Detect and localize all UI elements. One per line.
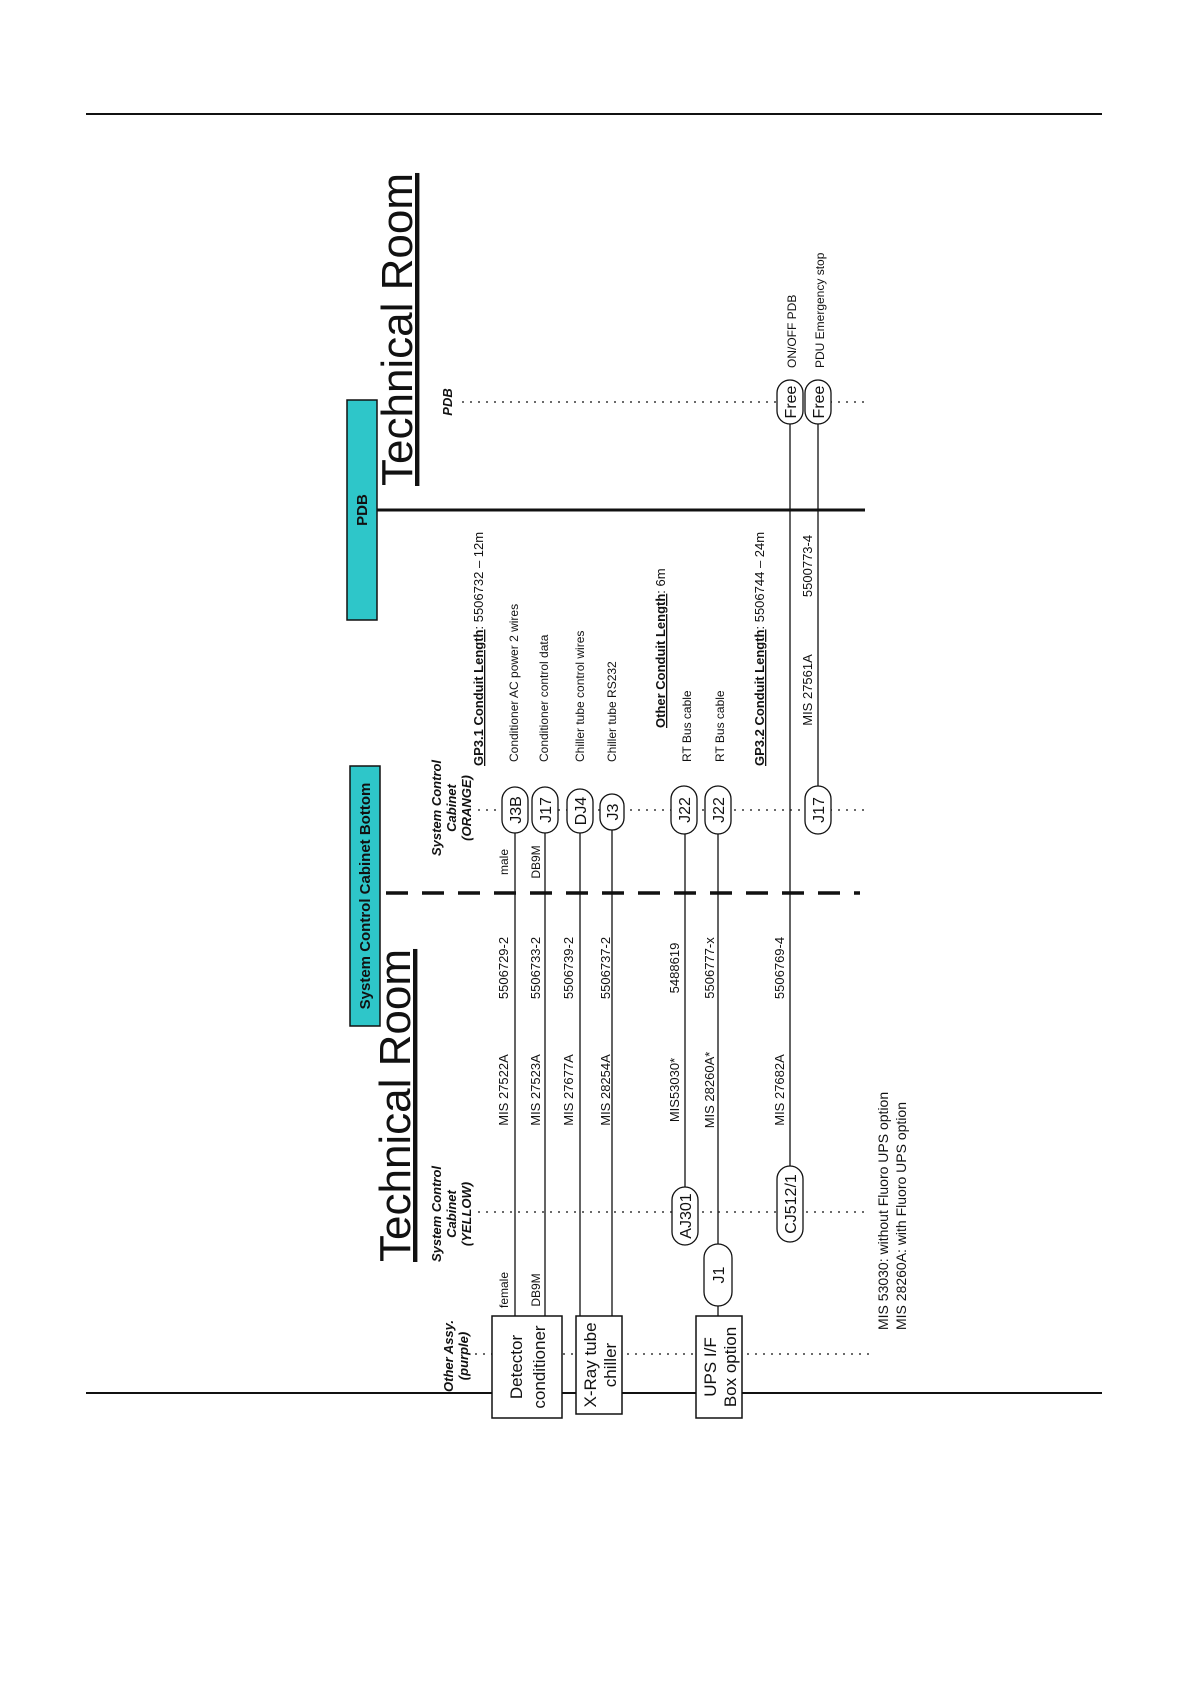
desc-chiller-wires: Chiller tube control wires: [573, 630, 587, 762]
cable-part-4: 5506737-2: [598, 936, 613, 1000]
cable-mis-4: MIS 28254A: [598, 1054, 613, 1126]
conditioner-label: conditioner: [530, 1325, 549, 1409]
other-assy-header: Other Assy.: [441, 1319, 456, 1393]
db9m-right-label: DB9M: [529, 845, 543, 879]
svg-text:AJ301: AJ301: [678, 1193, 695, 1239]
ups-label: UPS I/F: [701, 1337, 720, 1397]
connector-j22-a: [671, 786, 697, 834]
right-room-title: Technical Room: [373, 172, 422, 486]
gp32-conduit-heading: [752, 532, 767, 766]
yellow-header-2: Cabinet: [444, 1190, 459, 1238]
svg-text:J22: J22: [677, 797, 694, 823]
svg-text:J3: J3: [605, 803, 622, 821]
cable-mis-7: MIS 27682A: [772, 1054, 787, 1126]
footnote-with-ups: MIS 28260A: with Fluoro UPS option: [893, 1101, 909, 1330]
svg-text:CJ512/1: CJ512/1: [783, 1174, 800, 1234]
svg-text:DJ4: DJ4: [573, 796, 590, 826]
cable-mis-5: MIS53030*: [667, 1057, 682, 1123]
cable-part-5: 5488619: [667, 942, 682, 994]
svg-text:Other Conduit Length: 6m: Other Conduit Length: 6m: [653, 568, 668, 728]
left-room-title: Technical Room: [371, 948, 420, 1262]
connector-j3: [600, 794, 624, 830]
female-label: female: [497, 1271, 511, 1309]
svg-text:J17: J17: [538, 797, 555, 823]
footnote-without-ups: MIS 53030: without Fluoro UPS option: [875, 1091, 891, 1330]
yellow-header-3: (YELLOW): [459, 1181, 474, 1247]
svg-text:GP3.1 Conduit Length: 5506732: GP3.1 Conduit Length: 5506732 – 12m: [471, 531, 486, 766]
desc-chiller-rs232: Chiller tube RS232: [605, 661, 619, 762]
desc-pdu-estop: PDU Emergency stop: [813, 252, 827, 368]
box-option-label: Box option: [721, 1326, 740, 1408]
detector-label: Detector: [507, 1334, 526, 1400]
other-assy-header-color: (purple): [456, 1331, 471, 1381]
gp31-conduit-heading: [471, 532, 486, 766]
desc-mis-27561a: MIS 27561A: [800, 654, 815, 726]
svg-text:J17: J17: [811, 797, 828, 823]
cable-part-6: 5506777-x: [702, 937, 717, 999]
db9m-left-label: DB9M: [529, 1273, 543, 1307]
pdb-banner-label: PDB: [354, 494, 371, 526]
connector-free-2: [805, 380, 831, 424]
svg-text:Free: Free: [811, 385, 828, 419]
xray-label: X-Ray tube: [581, 1322, 600, 1408]
connector-aj301: [672, 1187, 698, 1245]
desc-rt-bus-2: RT Bus cable: [713, 690, 727, 762]
connector-dj4: [567, 789, 593, 833]
orange-header-1: System Control: [429, 759, 444, 857]
male-label: male: [497, 848, 511, 876]
connector-j17-lower: [805, 786, 831, 834]
cable-part-1: 5506729-2: [496, 936, 511, 1000]
orange-header-3: (ORANGE): [459, 775, 474, 841]
orange-header-2: Cabinet: [444, 784, 459, 832]
svg-text:GP3.2 Conduit Length: 5506744: GP3.2 Conduit Length: 5506744 – 24m: [752, 531, 767, 766]
desc-conditioner-power: Conditioner AC power 2 wires: [507, 603, 521, 762]
detector-conditioner-box: [492, 1316, 562, 1418]
desc-conditioner-data: Conditioner control data: [537, 634, 551, 762]
cable-part-3: 5506739-2: [561, 936, 576, 1000]
connector-free-1: [777, 380, 803, 424]
other-conduit-heading: [653, 568, 668, 728]
svg-text:J3B: J3B: [508, 796, 525, 824]
chiller-label: chiller: [601, 1342, 620, 1388]
cabinet-bottom-banner-label: System Control Cabinet Bottom: [357, 782, 374, 1010]
svg-text:J22: J22: [711, 797, 728, 823]
desc-on-off-pdb: ON/OFF PDB: [785, 294, 799, 368]
connector-j22-b: [705, 786, 731, 834]
cable-part-7: 5506769-4: [772, 936, 787, 1000]
connector-j3b: [502, 787, 528, 833]
connector-j17-upper: [532, 787, 558, 833]
cable-mis-3: MIS 27677A: [561, 1054, 576, 1126]
cable-mis-2: MIS 27523A: [528, 1054, 543, 1126]
svg-text:Free: Free: [783, 385, 800, 419]
connector-j1: [704, 1244, 732, 1306]
cable-part-2: 5506733-2: [528, 936, 543, 1000]
desc-5500773-4: 5500773-4: [800, 534, 815, 598]
desc-rt-bus-1: RT Bus cable: [680, 690, 694, 762]
yellow-header-1: System Control: [429, 1165, 444, 1263]
connector-cj512: [777, 1166, 803, 1242]
pdb-column-header: PDB: [440, 388, 455, 416]
cable-mis-6: MIS 28260A*: [702, 1051, 717, 1129]
cable-mis-1: MIS 27522A: [496, 1054, 511, 1126]
svg-text:J1: J1: [711, 1266, 728, 1284]
